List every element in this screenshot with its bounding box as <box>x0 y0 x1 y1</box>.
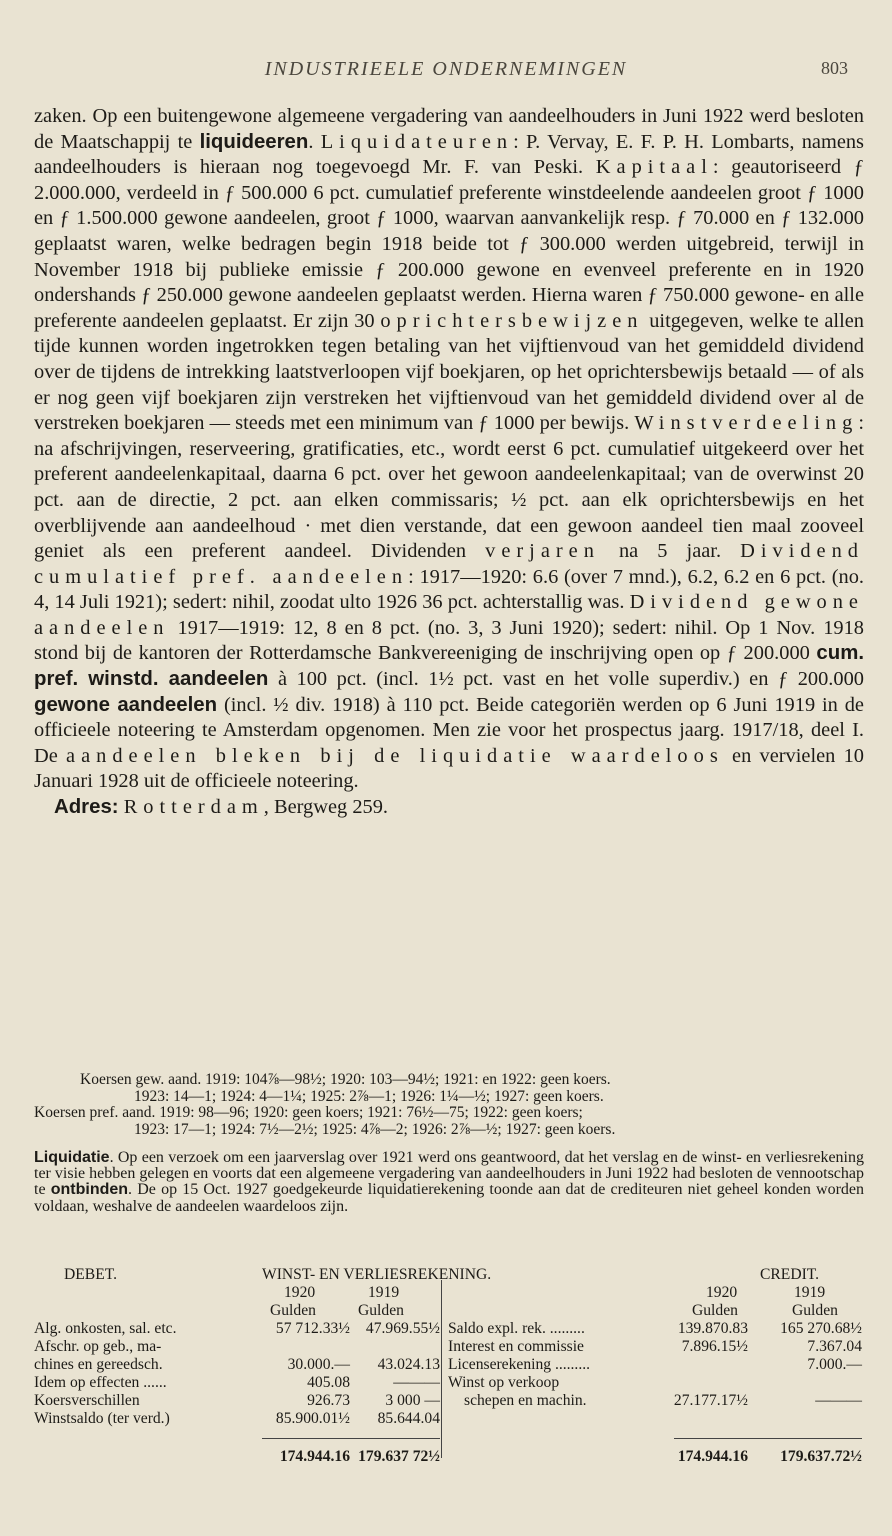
debit-unit-1920: Gulden <box>270 1302 316 1319</box>
heading-liquidateuren: Liquidateuren <box>320 130 514 153</box>
debit-row-1919: 43.024.13 <box>377 1356 440 1373</box>
credit-row-1920: 7.896.15½ <box>681 1338 748 1355</box>
debit-row-1919: 85.644.04 <box>377 1410 440 1427</box>
account-title: WINST- EN VERLIESREKENING. <box>262 1266 492 1283</box>
heading-kapitaal: Kapitaal <box>595 156 713 179</box>
debit-row-label: Koersverschillen <box>34 1392 140 1409</box>
text-run: . <box>308 130 321 153</box>
entry-paragraph <box>34 104 864 795</box>
text-run: 1917—1919: 12, 8 en 8 pct. (no. 3, 3 Juni 1920); sedert: nihil. Op 1 Nov. 1918 stond bij de kantoren der Rotterdamsche Bankvereeniging de inschrijving open op ƒ 200.000 <box>34 616 864 665</box>
debit-row-label: chines en gereedsch. <box>34 1356 163 1373</box>
emphasis-gewone-aandeelen: gewone aandeelen <box>34 693 218 716</box>
quote-line-gewone-cont: 1923: 14—1; 1924: 4—1¼; 1925: 2⅞—1; 1926: 1¼—½; 1927: geen koers. <box>134 1087 604 1105</box>
text-run: (incl. ½ div. 1918) à 110 pct. Beide categoriën werden op 6 Juni 1919 in de officieele noteering te Amsterdam opgenomen. Men zie voor het prospectus jaarg. 1917/18, deel I. De <box>34 693 864 767</box>
credit-row-label: Licenserekening ......... <box>448 1356 591 1373</box>
address-street: , Bergweg 259. <box>263 796 388 819</box>
debit-year-1920: 1920 <box>284 1284 316 1301</box>
credit-row-label: Winst op verkoop <box>448 1374 560 1391</box>
heading-dividend-pref: Dividend cumulatief pref. aandeelen <box>34 540 864 588</box>
credit-heading: CREDIT. <box>760 1266 820 1283</box>
debit-row-1919: 47.969.55½ <box>365 1320 440 1337</box>
debit-row-label: Winstsaldo (ter verd.) <box>34 1410 170 1427</box>
debit-row-label: Afschr. op geb., ma- <box>34 1338 162 1355</box>
debit-row-1920: 405.08 <box>307 1374 350 1391</box>
emphasis-pref-aandeelen: cum. pref. winstd. aandeelen <box>34 642 864 691</box>
company-entry-text <box>34 104 864 821</box>
credit-row-1919: 7.000.— <box>807 1356 862 1373</box>
debit-row-1920: 926.73 <box>307 1392 350 1409</box>
text-run: uitgegeven, welke te allen tijde kunnen worden ingetrokken tegen betaling van het vijftienvoud van het gemiddeld dividend over de tijdens de intrekking laatstverloopen vijf boekjaren, op het oprichtersbewijs betaald — of als er nog geen vijf boekjaren zijn verstreken het vijftienvoud van het gemiddeld dividend over al de verstreken boekjaren — steeds met een minimum van ƒ 1000 per bewijs. <box>34 309 864 435</box>
credit-row-1919: 165 270.68½ <box>780 1320 862 1337</box>
debit-year-1919: 1919 <box>368 1284 400 1301</box>
heading-oprichtersbewijzen: oprichtersbewijzen <box>380 309 644 332</box>
credit-total-rule <box>674 1438 862 1439</box>
text-run: na 5 jaar. <box>599 540 741 563</box>
debit-total-rule <box>262 1438 440 1439</box>
quote-line-pref: Koersen pref. aand. 1919: 98—96; 1920: geen koers; 1921: 76½—75; 1922: geen koers; <box>34 1104 583 1121</box>
quote-line-pref-cont: 1923: 17—1; 1924: 7½—2½; 1925: 4⅞—2; 1926: 2⅞—½; 1927: geen koers. <box>134 1120 616 1138</box>
credit-year-1920: 1920 <box>706 1284 738 1301</box>
debit-row-1919: 3 000 — <box>385 1392 440 1409</box>
debit-unit-1919: Gulden <box>358 1302 404 1319</box>
text-run: . De op 15 Oct. 1927 goedgekeurde liquidatierekening toonde aan dat de crediteuren niet geheel konden worden voldaan, weshalve de aandeelen waardeloos zijn. <box>34 1181 865 1215</box>
address-label: Adres: <box>54 796 119 819</box>
page-header <box>0 58 892 88</box>
heading-verjaren: verjaren <box>485 540 600 563</box>
debit-row-1920: 30.000.— <box>287 1356 350 1373</box>
address-line <box>34 795 864 821</box>
liquidation-label: Liquidatie <box>34 1149 110 1166</box>
emphasis-ontbinden: ontbinden <box>50 1181 129 1199</box>
text-run: : na afschrijvingen, reserveering, gratificaties, etc., wordt eerst 6 pct. cumulatief uitgekeerd over het preferent aandeelenkapitaal, daarna 6 pct. over het gewoon aandeelenkapitaal; van de overwinst 20 pct. aan de directie, 2 pct. aan elken commissaris; ½ pct. aan elk oprichtersbewijs en het overblijvende aan aandeelhoud · met dien verstande, dat een gewoon aandeel tien maal zooveel geniet als een preferent aandeel. Dividenden <box>34 412 864 563</box>
text-run: zaken. Op een buitengewone algemeene vergadering van aandeelhouders in Juni 1922 werd besloten de Maatschappij te <box>34 105 864 153</box>
debit-total-1919: 179.637 72½ <box>358 1448 440 1465</box>
liquidation-note <box>34 1150 864 1215</box>
credit-row-label: Saldo expl. rek. ......... <box>448 1320 585 1337</box>
quote-line-gewone: Koersen gew. aand. 1919: 104⅞—98½; 1920: 103—94½; 1921: en 1922: geen koers. <box>80 1071 611 1088</box>
credit-row-1920: 27.177.17½ <box>673 1392 748 1409</box>
debit-row-1920: 85.900.01½ <box>275 1410 350 1427</box>
heading-winstverdeeling: Winstverdeeling <box>634 412 859 435</box>
debit-row-label: Idem op effecten ...... <box>34 1374 167 1391</box>
debit-row-label: Alg. onkosten, sal. etc. <box>34 1320 177 1337</box>
debit-total-1920: 174.944.16 <box>279 1448 350 1465</box>
credit-total-1920: 174.944.16 <box>677 1448 748 1465</box>
credit-total-1919: 179.637.72½ <box>780 1448 862 1465</box>
text-run: . Op een verzoek om een jaarverslag over 1921 werd ons geantwoord, dat het verslag en de winst- en verliesrekening ter visie hebben gelegen en voorts dat een algemeene vergadering van aandeelhouders in Juni 1922 had besloten de vennootschap te <box>34 1149 864 1199</box>
emphasis-liquideeren: liquideeren <box>199 130 309 153</box>
credit-row-1920: 139.870.83 <box>677 1320 748 1337</box>
heading-waardeloos: aandeelen bleken bij de liquidatie waardeloos <box>66 744 724 767</box>
profit-loss-account <box>34 1266 864 1466</box>
text-run: : geautoriseerd ƒ 2.000.000, verdeeld in ƒ 500.000 6 pct. cumulatief preferente winstdeelende aandeelen groot ƒ 1000 en ƒ 1.500.000 gewone aandeelen, groot ƒ 1000, waarvan aanvankelijk resp. ƒ 70.000 en ƒ 132.000 geplaatst waren, welke bedragen begin 1918 beide tot ƒ 300.000 werden uitgebreid, terwijl in November 1918 bij publieke emissie ƒ 200.000 gewone en evenveel preferente en in 1920 ondershands ƒ 250.000 gewone aandeelen geplaatst werden. Hierna waren ƒ 750.000 gewone- en alle preferente aandeelen geplaatst. Er zijn 30 <box>34 156 864 332</box>
text-run: en vervielen 10 Januari 1928 uit de officieele noteering. <box>34 744 865 793</box>
running-head: INDUSTRIEELE ONDERNEMINGEN <box>264 58 628 80</box>
account-divider <box>441 1280 442 1458</box>
credit-row-1919: 7.367.04 <box>807 1338 862 1355</box>
text-run: à 100 pct. (incl. 1½ pct. vast en het volle superdiv.) en ƒ 200.000 <box>268 668 864 691</box>
credit-unit-1920: Gulden <box>692 1302 738 1319</box>
credit-row-label: Interest en commissie <box>448 1338 584 1355</box>
debit-heading: DEBET. <box>64 1266 117 1283</box>
price-quotes <box>34 1072 864 1138</box>
credit-row-label: schepen en machin. <box>464 1392 587 1409</box>
credit-unit-1919: Gulden <box>792 1302 838 1319</box>
debit-row-1920: 57 712.33½ <box>275 1320 350 1337</box>
text-run: : P. Vervay, E. F. P. H. Lombarts, namens aandeelhouders is hieraan nog toegevoegd Mr. F. van Peski. <box>34 130 864 179</box>
text-run: : 1917—1920: 6.6 (over 7 mnd.), 6.2, 6.2 en 6 pct. (no. 4, 14 Juli 1921); sedert: nihil, zoodat ulto 1926 36 pct. achterstallig was. <box>34 565 864 614</box>
page-number: 803 <box>821 58 848 78</box>
credit-year-1919: 1919 <box>794 1284 826 1301</box>
credit-row-1919: ——— <box>815 1392 862 1409</box>
heading-dividend-gewone: Dividend gewone aandeelen <box>34 591 864 639</box>
debit-row-1919-dash: ——— <box>393 1374 440 1391</box>
address-city: Rotterdam <box>123 796 264 819</box>
